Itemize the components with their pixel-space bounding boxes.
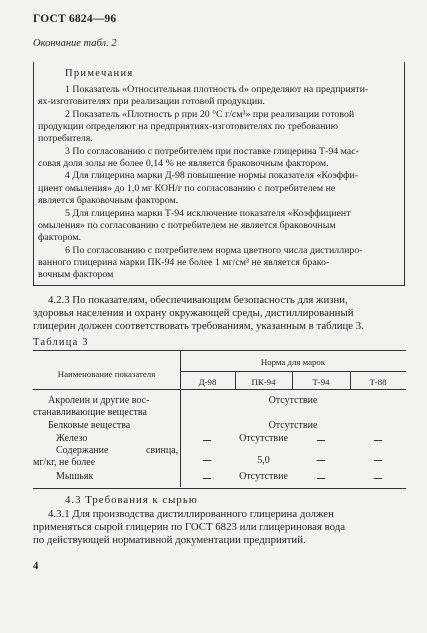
dash-icon <box>374 460 382 461</box>
clause-4-2-3-line: глицерин должен соответствовать требованиям, указанным в таблице 3. <box>33 320 364 332</box>
note-line: 3 По согласованию с потребителем при поставке глицерина Т-94 мас- <box>65 146 359 157</box>
table-header-group: Норма для марок <box>260 357 326 367</box>
note-line: 6 По согласованию с потребителем норма цветного числа дистиллиро- <box>65 245 363 256</box>
table-header-bottom <box>33 389 406 390</box>
note-line: продукции определяют на предприятиях-изготовителях по требованию <box>38 121 339 132</box>
dash-icon <box>317 440 325 441</box>
note-line: фактором. <box>38 232 81 243</box>
note-line: циент омыления» до 1,0 мг КОН/г по согласованию с потребителем не <box>38 183 336 194</box>
row-acrolein-name: Акролеин и другие вос- <box>48 395 150 406</box>
note-line: является браковочным фактором. <box>38 195 179 206</box>
clause-4-2-3-line: здоровья населения и охрану окружающей среды, дистиллированный <box>33 307 354 319</box>
grade-t88: Т-88 <box>369 377 387 387</box>
row-iron-value: Отсутствие <box>239 433 288 444</box>
dash-icon <box>317 478 325 479</box>
dash-icon <box>374 440 382 441</box>
section-4-3-title: 4.3 Требования к сырью <box>65 494 198 506</box>
table-header-name: Наименование показателя <box>57 369 156 379</box>
row-acrolein-name: станавливающие вещества <box>33 407 147 418</box>
note-line: ванного глицерина марки ПК-94 не более 1 мг/см³ не является брако- <box>38 257 330 268</box>
note-line: ях-изготовителях при реализации готовой продукции. <box>38 96 265 107</box>
clause-4-3-1-line: 4.3.1 Для производства дистиллированного глицерина должен <box>48 508 334 520</box>
grade-d98: Д-98 <box>198 377 217 387</box>
note-line: потребителя. <box>38 133 93 144</box>
dash-icon <box>374 478 382 479</box>
clause-4-3-1-line: применяться сырой глицерин по ГОСТ 6823 или глицериновая вода <box>33 521 346 533</box>
grade-t94: Т-94 <box>312 377 330 387</box>
note-line: 4 Для глицерина марки Д-98 повышение нормы показателя «Коэффи- <box>65 170 359 181</box>
table-col-divider <box>180 389 181 487</box>
row-acrolein-value: Отсутствие <box>268 395 318 406</box>
note-line: вочным фактором <box>38 269 114 280</box>
row-iron-name: Железо <box>56 433 88 444</box>
grade-pk94: ПК-94 <box>251 377 276 387</box>
table-group-divider <box>180 371 406 372</box>
clause-4-3-1-line: по действующей нормативной документации предприятий. <box>33 534 306 546</box>
note-line: 1 Показатель «Относительная плотность d» определяют на предприяти- <box>65 84 369 95</box>
row-protein-name: Белковые вещества <box>48 420 131 431</box>
note-line: омыления» по согласованию с потребителем не является браковочным <box>38 220 336 231</box>
table-bottom-border <box>33 488 406 489</box>
dash-icon <box>203 478 211 479</box>
document-id: ГОСТ 6824—96 <box>33 13 117 25</box>
note-line: 2 Показатель «Плотность ρ при 20 °С г/см³» при реализации готовой <box>65 109 355 120</box>
table-top-border <box>33 350 406 351</box>
row-lead-name: мг/кг, не более <box>33 457 96 468</box>
dash-icon <box>317 460 325 461</box>
row-lead-name: Содержание <box>56 445 109 456</box>
row-arsenic-value: Отсутствие <box>239 471 288 482</box>
note-line: совая доля золы не более 0,14 % не является браковочным фактором. <box>38 158 329 169</box>
row-lead-name: свинца, <box>146 445 179 456</box>
table-continuation-label: Окончание табл. 2 <box>33 38 117 49</box>
notes-title: Примечания <box>65 68 134 79</box>
page-number: 4 <box>33 561 39 572</box>
table-caption: Таблица 3 <box>33 337 89 348</box>
row-protein-value: Отсутствие <box>268 420 318 431</box>
row-arsenic-name: Мышьяк <box>56 471 94 482</box>
row-lead-value: 5,0 <box>257 455 270 466</box>
clause-4-2-3-line: 4.2.3 По показателям, обеспечивающим безопасность для жизни, <box>48 294 348 306</box>
note-line: 5 Для глицерина марки Т-94 исключение показателя «Коэффициент <box>65 208 351 219</box>
dash-icon <box>203 460 211 461</box>
dash-icon <box>203 440 211 441</box>
